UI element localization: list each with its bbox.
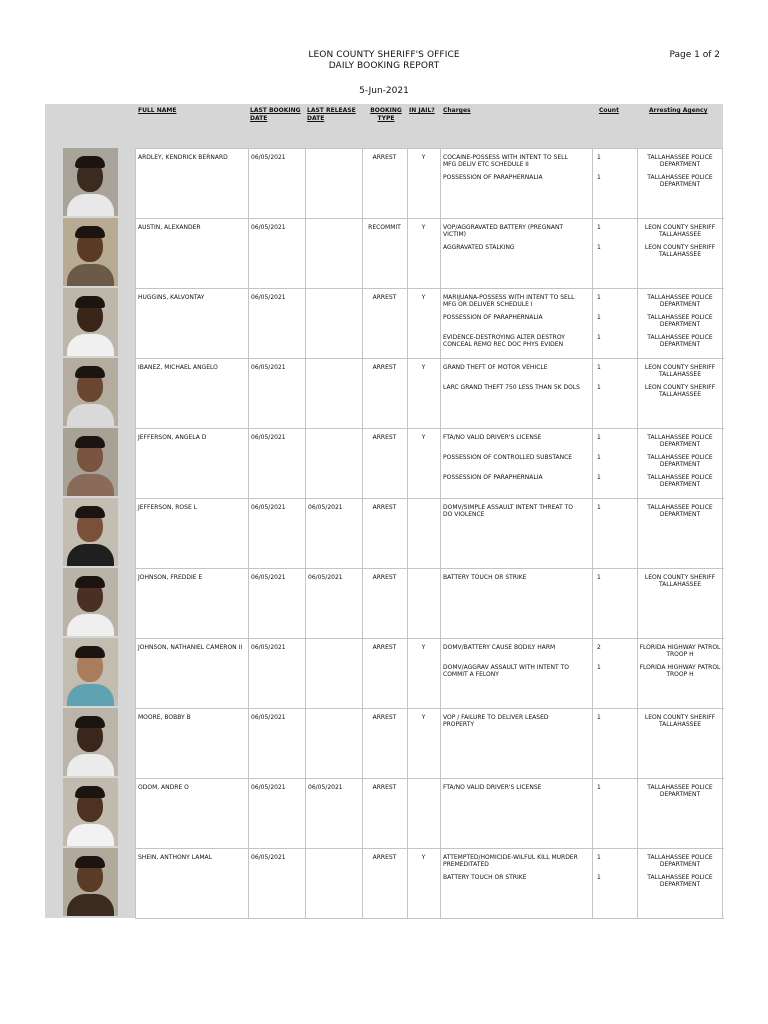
inmate-name: HUGGINS, KALVONTAY (138, 294, 205, 301)
mugshot-shirt (67, 264, 114, 286)
inmate-name: JOHNSON, FREDDIE E (138, 574, 203, 581)
report-title (0, 50, 768, 72)
charge-count: 1 (597, 504, 601, 511)
booking-rows (45, 148, 723, 918)
mugshot-hair (75, 856, 105, 868)
charge-description: BATTERY TOUCH OR STRIKE (443, 874, 527, 881)
last-release-date: 06/05/2021 (308, 784, 343, 791)
booking-type: RECOMMIT (368, 224, 401, 231)
mugshot-shirt (67, 194, 114, 216)
booking-row (45, 568, 723, 638)
charge-count: 1 (597, 384, 601, 391)
charge-count: 1 (597, 664, 601, 671)
charge-count: 1 (597, 434, 601, 441)
col-agency: Arresting Agency (649, 107, 708, 114)
booking-type: ARREST (372, 154, 397, 161)
arresting-agency: LEON COUNTY SHERIFF TALLAHASSEE (644, 574, 716, 588)
last-booking-date: 06/05/2021 (251, 714, 286, 721)
mugshot-shirt (67, 614, 114, 636)
inmate-name: ODOM, ANDRE O (138, 784, 189, 791)
office-name: LEON COUNTY SHERIFF'S OFFICE (308, 50, 460, 60)
cell-border (407, 498, 441, 569)
mugshot-hair (75, 786, 105, 798)
charge-description: GRAND THEFT OF MOTOR VEHICLE (443, 364, 548, 371)
booking-type: ARREST (372, 854, 397, 861)
in-jail-flag: Y (421, 154, 426, 161)
mugshot-shirt (67, 824, 114, 846)
mugshot-photo (63, 218, 118, 286)
mugshot-shirt (67, 334, 114, 356)
charge-description: FTA/NO VALID DRIVER'S LICENSE (443, 434, 542, 441)
charge-description: COCAINE-POSSESS WITH INTENT TO SELL MFG DELIV ETC SCHEDULE II (443, 154, 568, 168)
charge-description: LARC GRAND THEFT 750 LESS THAN 5K DOLS (443, 384, 580, 391)
inmate-name: JOHNSON, NATHANIEL CAMERON II (138, 644, 243, 651)
cell-border (305, 848, 363, 919)
booking-type: ARREST (372, 784, 397, 791)
mugshot-photo (63, 498, 118, 566)
inmate-name: SHEIN, ANTHONY LAMAL (138, 854, 212, 861)
booking-type: ARREST (372, 644, 397, 651)
arresting-agency: TALLAHASSEE POLICE DEPARTMENT (647, 174, 713, 188)
charge-description: BATTERY TOUCH OR STRIKE (443, 574, 527, 581)
booking-row (45, 708, 723, 778)
mugshot-photo (63, 778, 118, 846)
arresting-agency: LEON COUNTY SHERIFF TALLAHASSEE (644, 224, 716, 238)
booking-type: ARREST (372, 714, 397, 721)
charge-count: 1 (597, 314, 601, 321)
arresting-agency: TALLAHASSEE POLICE DEPARTMENT (647, 784, 713, 798)
charge-count: 1 (597, 454, 601, 461)
arresting-agency: TALLAHASSEE POLICE DEPARTMENT (647, 314, 713, 328)
mugshot-shirt (67, 404, 114, 426)
inmate-name: ARDLEY, KENDRICK BERNARD (138, 154, 228, 161)
charge-description: FTA/NO VALID DRIVER'S LICENSE (443, 784, 542, 791)
last-booking-date: 06/05/2021 (251, 364, 286, 371)
report-name: DAILY BOOKING REPORT (328, 61, 440, 71)
mugshot-photo (63, 848, 118, 916)
col-booking-type: BOOKING TYPE (370, 107, 402, 122)
arresting-agency: FLORIDA HIGHWAY PATROL TROOP H (639, 644, 721, 658)
arresting-agency: TALLAHASSEE POLICE DEPARTMENT (647, 854, 713, 868)
mugshot-hair (75, 646, 105, 658)
mugshot-photo (63, 708, 118, 776)
booking-row (45, 638, 723, 708)
col-last-booking: LAST BOOKING DATE (250, 107, 301, 122)
mugshot-hair (75, 156, 105, 168)
last-booking-date: 06/05/2021 (251, 854, 286, 861)
charge-description: POSSESSION OF PARAPHERNALIA (443, 474, 543, 481)
page-indicator: Page 1 of 2 (669, 50, 720, 60)
mugshot-photo (63, 358, 118, 426)
last-booking-date: 06/05/2021 (251, 154, 286, 161)
mugshot-hair (75, 296, 105, 308)
mugshot-hair (75, 506, 105, 518)
last-booking-date: 06/05/2021 (251, 784, 286, 791)
arresting-agency: LEON COUNTY SHERIFF TALLAHASSEE (644, 714, 716, 728)
mugshot-hair (75, 716, 105, 728)
charge-description: VOP/AGGRAVATED BATTERY (PREGNANT VICTIM) (443, 224, 564, 238)
booking-row (45, 848, 723, 918)
arresting-agency: TALLAHASSEE POLICE DEPARTMENT (647, 504, 713, 518)
arresting-agency: TALLAHASSEE POLICE DEPARTMENT (647, 294, 713, 308)
charge-count: 2 (597, 644, 601, 651)
inmate-name: IBANEZ, MICHAEL ANGELO (138, 364, 218, 371)
mugshot-photo (63, 288, 118, 356)
charge-count: 1 (597, 294, 601, 301)
col-last-release: LAST RELEASE DATE (307, 107, 356, 122)
charge-count: 1 (597, 224, 601, 231)
in-jail-flag: Y (421, 854, 426, 861)
charge-description: DOMV/AGGRAV ASSAULT WITH INTENT TO COMMIT A FELONY (443, 664, 569, 678)
last-booking-date: 06/05/2021 (251, 504, 286, 511)
mugshot-shirt (67, 754, 114, 776)
booking-row (45, 428, 723, 498)
booking-row (45, 358, 723, 428)
mugshot-hair (75, 436, 105, 448)
mugshot-hair (75, 576, 105, 588)
booking-type: ARREST (372, 294, 397, 301)
mugshot-shirt (67, 684, 114, 706)
booking-type: ARREST (372, 364, 397, 371)
col-in-jail: IN JAIL? (409, 107, 435, 114)
cell-border (305, 148, 363, 219)
in-jail-flag: Y (421, 224, 426, 231)
charge-description: POSSESSION OF CONTROLLED SUBSTANCE (443, 454, 573, 461)
charge-description: EVIDENCE-DESTROYING ALTER DESTROY CONCEAL REMO REC DOC PHYS EVIDEN (443, 334, 565, 348)
charge-description: MARIJUANA-POSSESS WITH INTENT TO SELL MFG OR DELIVER SCHEDULE I (443, 294, 575, 308)
mugshot-photo (63, 148, 118, 216)
mugshot-hair (75, 226, 105, 238)
col-count: Count (599, 107, 619, 114)
table-header (45, 104, 723, 148)
last-booking-date: 06/05/2021 (251, 224, 286, 231)
arresting-agency: LEON COUNTY SHERIFF TALLAHASSEE (644, 364, 716, 378)
cell-border (305, 288, 363, 359)
mugshot-shirt (67, 474, 114, 496)
arresting-agency: TALLAHASSEE POLICE DEPARTMENT (647, 454, 713, 468)
in-jail-flag: Y (421, 714, 426, 721)
mugshot-photo (63, 428, 118, 496)
booking-row (45, 218, 723, 288)
charge-count: 1 (597, 874, 601, 881)
booking-row (45, 778, 723, 848)
booking-row (45, 148, 723, 218)
mugshot-photo (63, 568, 118, 636)
arresting-agency: LEON COUNTY SHERIFF TALLAHASSEE (644, 244, 716, 258)
cell-border (305, 218, 363, 289)
mugshot-hair (75, 366, 105, 378)
charge-count: 1 (597, 474, 601, 481)
arresting-agency: TALLAHASSEE POLICE DEPARTMENT (647, 334, 713, 348)
cell-border (305, 708, 363, 779)
mugshot-shirt (67, 894, 114, 916)
arresting-agency: TALLAHASSEE POLICE DEPARTMENT (647, 434, 713, 448)
arresting-agency: FLORIDA HIGHWAY PATROL TROOP H (639, 664, 721, 678)
in-jail-flag: Y (421, 644, 426, 651)
charge-count: 1 (597, 154, 601, 161)
booking-type: ARREST (372, 434, 397, 441)
last-booking-date: 06/05/2021 (251, 294, 286, 301)
in-jail-flag: Y (421, 434, 426, 441)
last-booking-date: 06/05/2021 (251, 574, 286, 581)
mugshot-photo (63, 638, 118, 706)
charge-count: 1 (597, 334, 601, 341)
booking-row (45, 288, 723, 358)
booking-row (45, 498, 723, 568)
charge-count: 1 (597, 854, 601, 861)
charge-count: 1 (597, 574, 601, 581)
inmate-name: MOORE, BOBBY B (138, 714, 191, 721)
report-date: 5-Jun-2021 (359, 86, 409, 96)
charge-count: 1 (597, 784, 601, 791)
arresting-agency: TALLAHASSEE POLICE DEPARTMENT (647, 154, 713, 168)
col-full-name: FULL NAME (138, 107, 177, 114)
last-booking-date: 06/05/2021 (251, 644, 286, 651)
booking-table (45, 104, 723, 918)
last-booking-date: 06/05/2021 (251, 434, 286, 441)
arresting-agency: TALLAHASSEE POLICE DEPARTMENT (647, 474, 713, 488)
cell-border (305, 638, 363, 709)
col-charges: Charges (443, 107, 471, 114)
cell-border (305, 428, 363, 499)
charge-count: 1 (597, 364, 601, 371)
charge-count: 1 (597, 244, 601, 251)
charge-description: DOMV/SIMPLE ASSAULT INTENT THREAT TO DO VIOLENCE (443, 504, 573, 518)
cell-border (407, 778, 441, 849)
booking-type: ARREST (372, 504, 397, 511)
inmate-name: JEFFERSON, ANGELA D (138, 434, 207, 441)
in-jail-flag: Y (421, 364, 426, 371)
cell-border (407, 568, 441, 639)
last-release-date: 06/05/2021 (308, 574, 343, 581)
arresting-agency: TALLAHASSEE POLICE DEPARTMENT (647, 874, 713, 888)
charge-count: 1 (597, 714, 601, 721)
inmate-name: JEFFERSON, ROSE L (138, 504, 197, 511)
arresting-agency: LEON COUNTY SHERIFF TALLAHASSEE (644, 384, 716, 398)
charge-description: VOP / FAILURE TO DELIVER LEASED PROPERTY (443, 714, 549, 728)
last-release-date: 06/05/2021 (308, 504, 343, 511)
cell-border (305, 358, 363, 429)
in-jail-flag: Y (421, 294, 426, 301)
charge-count: 1 (597, 174, 601, 181)
booking-type: ARREST (372, 574, 397, 581)
charge-description: POSSESSION OF PARAPHERNALIA (443, 314, 543, 321)
inmate-name: AUSTIN, ALEXANDER (138, 224, 201, 231)
charge-description: DOMV/BATTERY CAUSE BODILY HARM (443, 644, 556, 651)
mugshot-shirt (67, 544, 114, 566)
charge-description: ATTEMPTED/HOMICIDE-WILFUL KILL MURDER PREMEDITATED (443, 854, 578, 868)
charge-description: POSSESSION OF PARAPHERNALIA (443, 174, 543, 181)
charge-description: AGGRAVATED STALKING (443, 244, 515, 251)
